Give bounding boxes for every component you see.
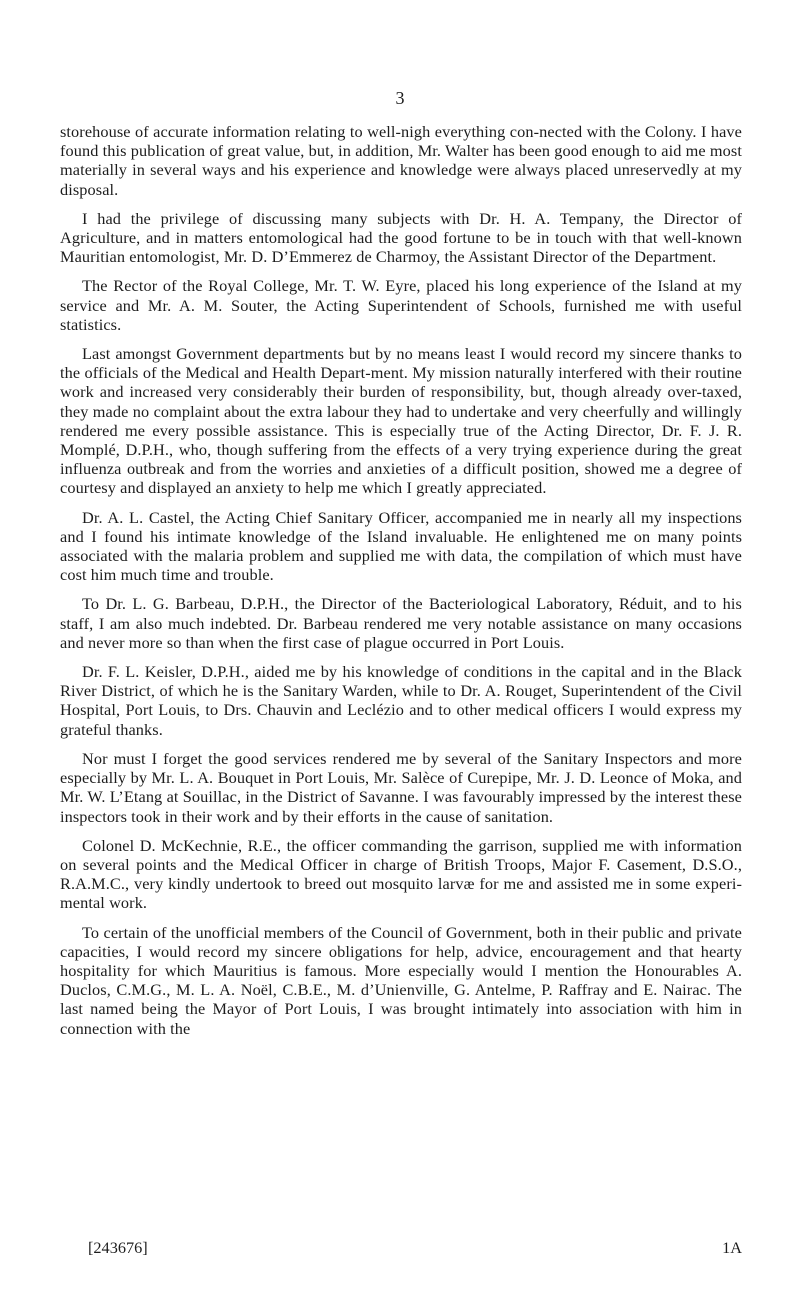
paragraph: I had the privilege of discussing many subjects with Dr. H. A. Tempany, the Director of Agriculture, and in matters entomological had the good fortune to be in touch with that well-known Mauritian entomologist, Mr. D. D’Emmerez de Charmoy, the Assistant Director of the Department. [60, 208, 742, 267]
paragraph: Dr. F. L. Keisler, D.P.H., aided me by his knowledge of conditions in the capital and in the Black River District, of which he is the Sanitary Warden, while to Dr. A. Rouget, Superintendent of the Civil Hospital, Port Louis, to Drs. Chauvin and Leclézio and to other medical officers I would express my grateful thanks. [60, 662, 742, 739]
paragraph: Last amongst Government departments but by no means least I would record my sincere thanks to the officials of the Medical and Health Depart-ment. My mission naturally interfered with their routine work and increased very considerably their burden of responsibility, but, though already over-taxed, they made no complaint about the extra labour they had to undertake and very cheerfully and willingly rendered me every possible assistance. This is especially true of the Acting Director, Dr. F. J. R. Momplé, D.P.H., who, though suffering from the effects of a very trying experience during the great influenza outbreak and from the worries and anxieties of a difficult position, showed me a degree of courtesy and displayed an anxiety to help me which I greatly appreciated. [60, 344, 742, 498]
paragraph: To Dr. L. G. Barbeau, D.P.H., the Director of the Bacteriological Laboratory, Réduit, and to his staff, I am also much indebted. Dr. Barbeau rendered me very notable assistance on many occasions and never more so than when the first case of plague occurred in Port Louis. [60, 594, 742, 652]
paragraph: The Rector of the Royal College, Mr. T. W. Eyre, placed his long experience of the Island at my service and Mr. A. M. Souter, the Acting Superintendent of Schools, furnished me with useful statistics. [60, 276, 742, 334]
signature-mark: 1A [722, 1238, 742, 1257]
body-text [60, 122, 742, 1048]
page-footer [60, 1238, 742, 1260]
paragraph: Dr. A. L. Castel, the Acting Chief Sanitary Officer, accompanied me in nearly all my inspections and I found his intimate knowledge of the Island invaluable. He enlightened me on many points associated with the malaria problem and supplied me with data, the compilation of which must have cost him much time and trouble. [60, 507, 742, 585]
paragraph: Colonel D. McKechnie, R.E., the officer commanding the garrison, supplied me with information on several points and the Medical Officer in charge of British Troops, Major F. Casement, D.S.O., R.A.M.C., very kindly undertook to breed out mosquito larvæ for me and assisted me in some experi-mental work. [60, 835, 742, 913]
paragraph: Nor must I forget the good services rendered me by several of the Sanitary Inspectors and more especially by Mr. L. A. Bouquet in Port Louis, Mr. Salèce of Curepipe, Mr. J. D. Leonce of Moka, and Mr. W. L’Etang at Souillac, in the District of Savanne. I was favourably impressed by the interest these inspectors took in their work and by their efforts in the cause of sanitation. [60, 748, 742, 826]
print-reference: [243676] [88, 1238, 148, 1257]
paragraph: storehouse of accurate information relating to well-nigh everything con-nected with the Colony. I have found this publication of great value, but, in addition, Mr. Walter has been good enough to aid me most materially in several ways and his experience and knowledge were always placed unreservedly at my disposal. [60, 122, 742, 199]
paragraph: To certain of the unofficial members of the Council of Government, both in their public and private capacities, I would record my sincere obligations for help, advice, encouragement and that hearty hospitality for which Mauritius is famous. More especially would I mention the Honourables A. Duclos, C.M.G., M. L. A. Noël, C.B.E., M. d’Unienville, G. Antelme, P. Raffray and E. Nairac. The last named being the Mayor of Port Louis, I was brought intimately into association with him in connection with the [60, 922, 742, 1038]
page-number: 3 [395, 88, 405, 108]
